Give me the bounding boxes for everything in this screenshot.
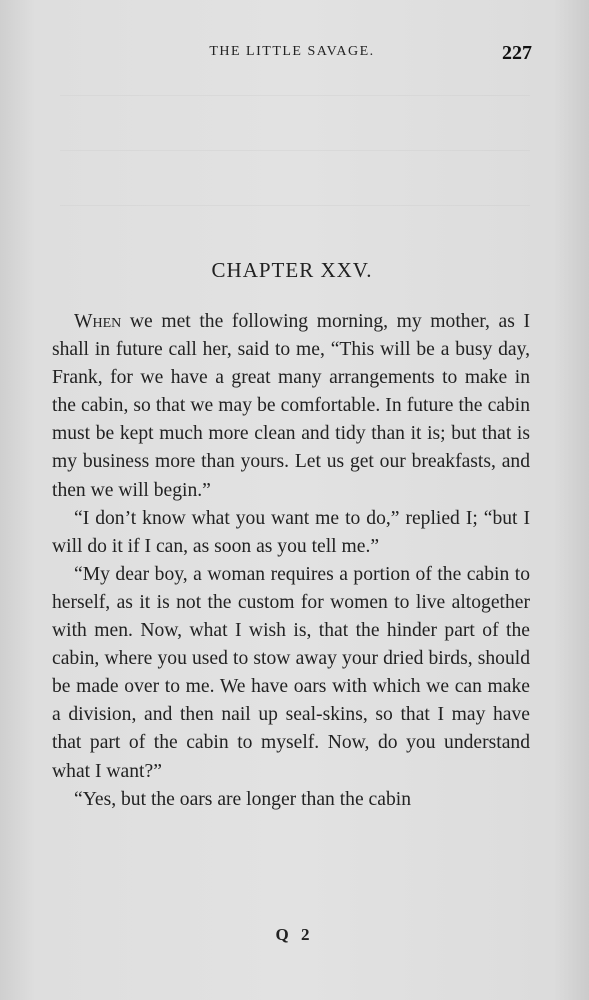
paragraph: “My dear boy, a woman requires a portion of the cabin to herself, as it is not the custom for women to live altogether with men. Now, what I wish is, that the hinder part of the cabin, where you used to stow away your dried birds, should be made over to me. We have oars with which we can make a division, and then nail up seal-skins, so that I may have that part of the cabin to myself. Now, do you understand what I want?” <box>52 563 530 782</box>
paragraph <box>52 308 530 505</box>
show-through-line <box>60 205 530 206</box>
signature-mark: Q 2 <box>275 925 314 944</box>
page-number: 227 <box>502 42 532 64</box>
chapter-heading: CHAPTER XXV. <box>211 258 373 282</box>
body-text <box>52 308 530 814</box>
show-through-line <box>60 150 530 151</box>
paragraph: “Yes, but the oars are longer than the cabin <box>74 788 411 810</box>
show-through-line <box>60 95 530 96</box>
running-title: THE LITTLE SAVAGE. <box>209 44 375 59</box>
paragraph: “I don’t know what you want me to do,” replied I; “but I will do it if I can, as soon as you tell me.” <box>52 507 530 557</box>
running-head <box>52 42 532 68</box>
paragraph-text: we met the following morning, my mother, as I shall in future call her, said to me, “This will be a busy day, Frank, for we have a great many arrangements to make in the cabin, so that we may be comfortable. In future the cabin must be kept much more clean and tidy than it is; but that is my business more than yours. Let us get our breakfasts, and then we will begin.” <box>52 311 530 501</box>
paragraph-lead-word: When <box>74 311 122 332</box>
